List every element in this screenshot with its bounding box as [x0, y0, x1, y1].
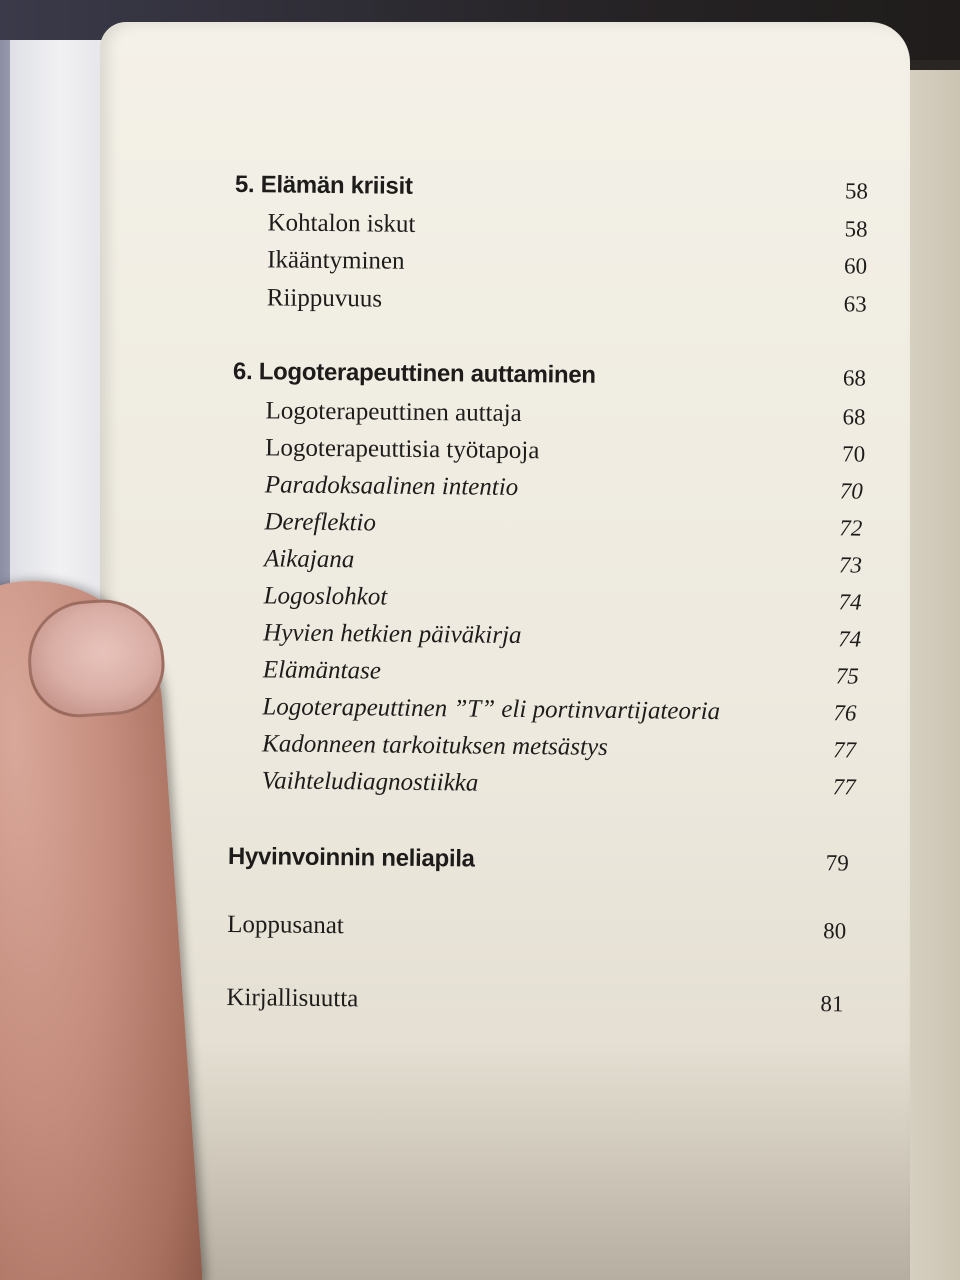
- subsection-title: Hyvien hetkien päiväkirja: [263, 619, 522, 650]
- page-number: 80: [823, 918, 847, 944]
- subsection-title: Vaihteludiagnostiikka: [261, 767, 479, 797]
- chapter-title: Hyvinvoinnin neliapila: [227, 842, 475, 873]
- page-number: 68: [842, 404, 866, 430]
- page-number: 77: [832, 774, 856, 800]
- page-number: 68: [842, 365, 867, 391]
- toc-row: [0, 355, 958, 401]
- section-title: Riippuvuus: [266, 284, 383, 313]
- subsection-title: Kadonneen tarkoituksen metsästys: [261, 730, 609, 761]
- page-number: 81: [820, 991, 844, 1017]
- page-number: 58: [844, 178, 869, 204]
- page-number: 72: [839, 515, 863, 541]
- subsection-title: Dereflektio: [264, 508, 377, 537]
- page-number: 60: [844, 253, 868, 279]
- section-title: Ikääntyminen: [267, 246, 405, 275]
- chapter-title: 5. Elämän kriisit: [234, 171, 413, 200]
- subsection-title: Aikajana: [263, 545, 355, 574]
- page-number: 63: [843, 291, 867, 317]
- section-title: Kohtalon iskut: [267, 209, 416, 238]
- page-number: 74: [838, 589, 862, 615]
- section-title: Logoterapeuttinen auttaja: [265, 397, 522, 428]
- subsection-title: Paradoksaalinen intentio: [264, 471, 519, 501]
- section-title: Logoterapeuttisia työtapoja: [265, 434, 540, 465]
- page-number: 77: [832, 737, 857, 763]
- subsection-title: Logoterapeuttinen ”T” eli portinvartijateoria: [262, 693, 721, 726]
- page-number: 74: [838, 626, 862, 652]
- subsection-title: Elämäntase: [262, 656, 382, 685]
- entry-title: Loppusanat: [227, 910, 344, 940]
- page-number: 70: [839, 478, 863, 504]
- chapter-title: 6. Logoterapeuttinen auttaminen: [232, 357, 596, 389]
- toc-row: [0, 281, 959, 327]
- page-number: 58: [844, 216, 868, 242]
- subsection-title: Logoslohkot: [263, 582, 388, 611]
- entry-title: Kirjallisuutta: [226, 983, 359, 1013]
- page-number: 70: [842, 441, 866, 467]
- page-number: 76: [833, 700, 857, 726]
- page-number: 79: [825, 850, 850, 876]
- page-number: 73: [838, 552, 863, 578]
- page-number: 75: [835, 663, 859, 689]
